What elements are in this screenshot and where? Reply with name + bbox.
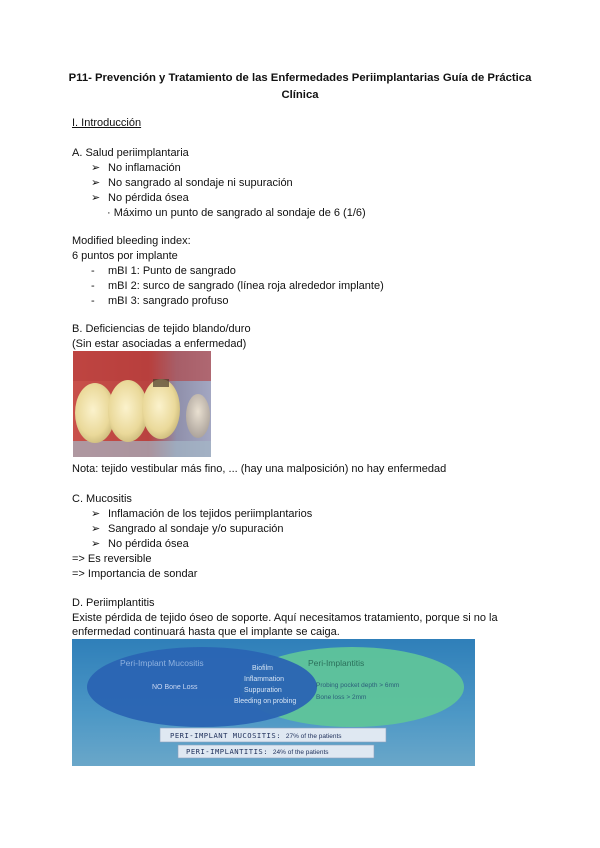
venn-slide-photo [72, 639, 475, 766]
dash-bullet: - [91, 280, 95, 292]
list-item: ➢ Sangrado al sondaje y/o supuración [91, 523, 284, 535]
sub-item: · Máximo un punto de sangrado al sondaje de 6 (1/6) [107, 207, 366, 219]
list-item: ➢ No pérdida ósea [91, 192, 189, 204]
heading-deficiencias: B. Deficiencias de tejido blando/duro [72, 323, 251, 335]
periimplantitis-text1: Existe pérdida de tejido óseo de soporte. Aquí necesitamos tratamiento, porque si no la [72, 612, 498, 624]
list-item: ➢ No inflamación [91, 162, 181, 174]
heading-periimplantitis: D. Periimplantitis [72, 597, 155, 609]
slide-right-item: Bone loss > 2mm [316, 694, 367, 701]
stat-row-1-label: PERI-IMPLANT MUCOSITIS: 27% of the patients [170, 731, 342, 740]
slide-center-item: Suppuration [244, 687, 282, 694]
heading-mucositis: C. Mucositis [72, 493, 132, 505]
arrow-bullet-icon: ➢ [91, 177, 101, 189]
list-item: - mBI 2: surco de sangrado (línea roja alrededor implante) [91, 280, 384, 292]
stat-row-2-label: PERI-IMPLANTITIS: 24% of the patients [186, 747, 329, 756]
dash-bullet: - [91, 265, 95, 277]
list-item: - mBI 3: sangrado profuso [91, 295, 229, 307]
document-title: P11- Prevención y Tratamiento de las Enfermedades Periimplantarias Guía de Práctica Clínica [68, 72, 532, 101]
slide-right-title: Peri-Implantitis [308, 658, 365, 668]
list-item: ➢ Inflamación de los tejidos periimplantarios [91, 508, 313, 520]
list-item: ➢ No sangrado al sondaje ni supuración [91, 177, 293, 189]
mucositis-importancia: => Importancia de sondar [72, 568, 198, 580]
slide-left-item: NO Bone Loss [152, 684, 198, 691]
slide-right-item: Probing pocket depth > 6mm [316, 682, 400, 689]
arrow-bullet-icon: ➢ [91, 538, 101, 550]
list-item: - mBI 1: Punto de sangrado [91, 265, 236, 277]
deficiencias-line2: (Sin estar asociadas a enfermedad) [72, 338, 247, 350]
heading-mbi: Modified bleeding index: [72, 235, 191, 247]
deficiencias-note: Nota: tejido vestibular más fino, ... (hay una malposición) no hay enfermedad [72, 463, 447, 475]
arrow-bullet-icon: ➢ [91, 162, 101, 174]
mbi-line2: 6 puntos por implante [72, 250, 178, 262]
mucositis-reversible: => Es reversible [72, 553, 152, 565]
arrow-bullet-icon: ➢ [91, 508, 101, 520]
dash-bullet: - [91, 295, 95, 307]
heading-salud: A. Salud periimplantaria [72, 147, 189, 159]
slide-center-item: Bleeding on probing [234, 698, 297, 705]
slide-left-title: Peri-Implant Mucositis [120, 658, 204, 668]
dental-photo [73, 351, 211, 457]
slide-center-item: Biofilm [252, 665, 274, 672]
dental-photo-image [73, 351, 211, 457]
arrow-bullet-icon: ➢ [91, 192, 101, 204]
list-item: ➢ No pérdida ósea [91, 538, 189, 550]
arrow-bullet-icon: ➢ [91, 523, 101, 535]
periimplantitis-text2: enfermedad continuará hasta que el implante se caiga. [72, 626, 340, 638]
section-introduccion: I. Introducción [72, 117, 142, 129]
slide-center-item: Inflammation [244, 676, 285, 683]
